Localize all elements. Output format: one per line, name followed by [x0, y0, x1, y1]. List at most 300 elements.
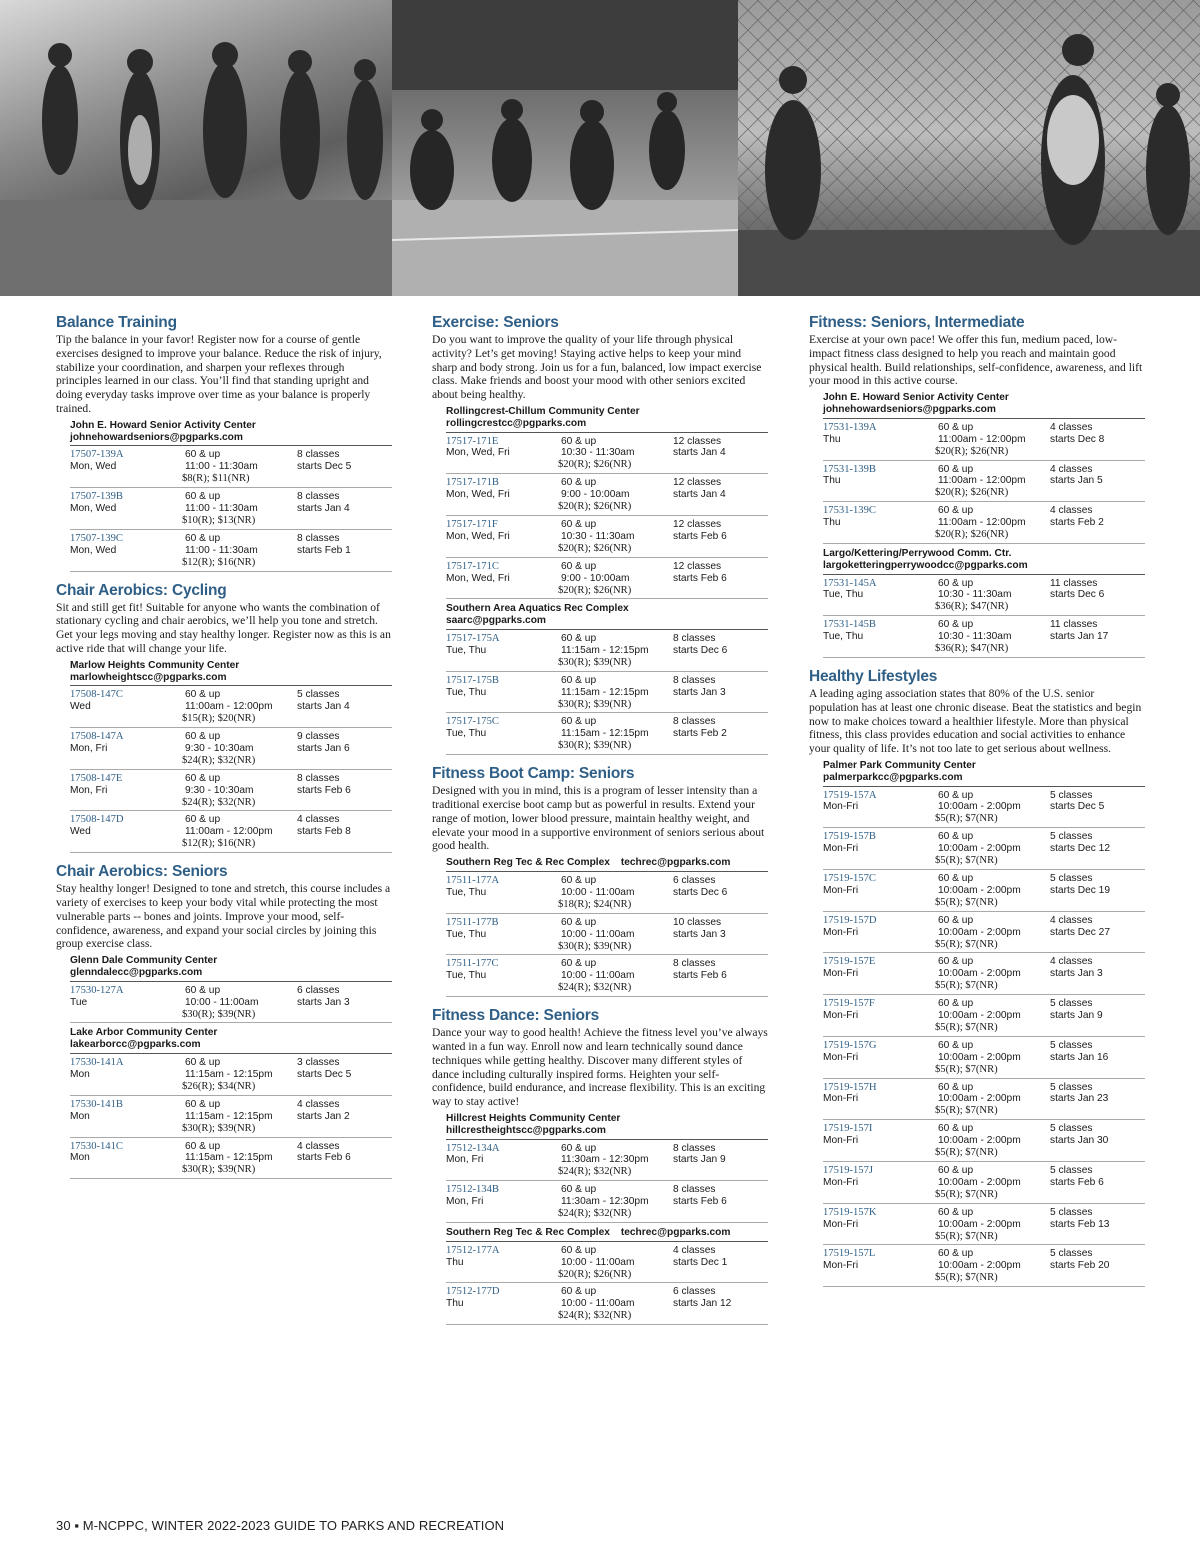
class-time: 11:15am - 12:15pm [185, 1068, 273, 1080]
class-fees: $18(R); $24(NR) [558, 898, 632, 910]
start-date: starts Feb 6 [673, 970, 727, 982]
age-range: 60 & up [561, 1244, 597, 1256]
location-header [446, 1113, 768, 1140]
class-code[interactable]: 17508-147D [70, 814, 124, 826]
class-time: 10:00am - 2:00pm [938, 926, 1021, 938]
class-row [446, 955, 768, 997]
class-row [446, 433, 768, 475]
location-name: John E. Howard Senior Activity Center [70, 419, 256, 431]
start-date: starts Jan 4 [673, 447, 726, 459]
location-name: Hillcrest Heights Community Center [446, 1112, 621, 1124]
location-header [823, 392, 1145, 419]
class-fees: $20(R); $26(NR) [558, 1268, 632, 1280]
class-days: Mon-Fri [823, 1218, 859, 1230]
location-email[interactable]: rollingcrestcc@pgparks.com [446, 417, 587, 429]
class-row [823, 419, 1145, 461]
class-days: Thu [823, 475, 841, 487]
class-code[interactable]: 17517-175A [446, 633, 500, 645]
section-title: Healthy Lifestyles [809, 667, 938, 685]
class-code[interactable]: 17507-139C [70, 532, 123, 544]
age-range: 60 & up [561, 560, 597, 572]
class-code[interactable]: 17519-157H [823, 1081, 877, 1093]
class-fees: $20(R); $26(NR) [558, 459, 632, 471]
class-count: 9 classes [297, 731, 340, 743]
photo-outdoor-balance-class [0, 0, 392, 296]
class-days: Thu [446, 1298, 464, 1310]
start-date: starts Feb 6 [297, 784, 351, 796]
location-email[interactable]: techrec@pgparks.com [620, 1226, 731, 1238]
age-range: 60 & up [561, 958, 597, 970]
start-date: starts Dec 6 [673, 886, 728, 898]
class-days: Mon, Wed [70, 503, 117, 514]
class-row [823, 1120, 1145, 1162]
class-table [446, 433, 768, 600]
class-fees: $8(R); $11(NR) [182, 473, 250, 485]
start-date: starts Feb 1 [297, 544, 351, 556]
class-fees: $5(R); $7(NR) [935, 1063, 998, 1075]
age-range: 60 & up [185, 731, 221, 743]
class-days: Tue, Thu [446, 928, 487, 940]
class-time: 10:00 - 11:00am [561, 1298, 635, 1310]
class-count: 8 classes [297, 772, 340, 784]
class-code[interactable]: 17530-141A [70, 1057, 124, 1069]
class-row [823, 1162, 1145, 1204]
class-code[interactable]: 17531-145A [823, 577, 877, 589]
class-fees: $30(R); $39(NR) [558, 940, 632, 952]
start-date: starts Jan 3 [297, 996, 350, 1008]
class-fees: $30(R); $39(NR) [182, 1008, 256, 1020]
class-row [70, 1054, 392, 1096]
class-row [823, 1204, 1145, 1246]
class-count: 5 classes [1050, 998, 1093, 1010]
class-row [823, 787, 1145, 829]
program-section [432, 765, 768, 997]
section-description: Designed with you in mind, this is a program of lesser intensity than a traditional exercise boot camp but as powerful in results. Extend your range of motion, lower blood pressure, maintain healthy weight, and elevate your mood in a supportive environment of seniors serious about good health. [432, 784, 765, 853]
class-count: 4 classes [297, 1140, 340, 1152]
class-code[interactable]: 17519-157C [823, 872, 876, 884]
class-days: Mon, Wed [70, 544, 117, 556]
location-email[interactable]: hillcrestheightscc@pgparks.com [446, 1124, 606, 1136]
age-range: 60 & up [561, 1184, 597, 1196]
class-time: 10:00 - 11:00am [185, 996, 259, 1008]
start-date: starts Dec 5 [297, 1068, 352, 1080]
class-days: Tue, Thu [823, 589, 864, 601]
class-time: 10:00am - 2:00pm [938, 1051, 1021, 1063]
class-fees: $30(R); $39(NR) [558, 740, 632, 752]
location-email[interactable]: palmerparkcc@pgparks.com [823, 771, 963, 783]
class-days: Thu [823, 517, 841, 529]
class-fees: $20(R); $26(NR) [558, 584, 632, 596]
class-fees: $20(R); $26(NR) [935, 529, 1009, 541]
class-fees: $36(R); $47(NR) [935, 643, 1009, 655]
class-fees: $15(R); $20(NR) [182, 713, 256, 725]
class-code[interactable]: 17531-139C [823, 505, 876, 517]
start-date: starts Jan 3 [1050, 968, 1103, 980]
class-fees: $5(R); $7(NR) [935, 938, 998, 950]
start-date: starts Feb 6 [673, 1196, 727, 1208]
section-description: Stay healthy longer! Designed to tone and stretch, this course includes a variety of exercises to keep your body vital while protecting the most vulnerable parts -- bones and joints. Improve your mood, self-confidence, awareness, and expand your social circles by joining this group exercise class. [56, 882, 391, 951]
class-count: 8 classes [673, 958, 716, 970]
start-date: starts Feb 8 [297, 826, 351, 838]
class-code[interactable]: 17531-145B [823, 619, 876, 631]
class-row [823, 953, 1145, 995]
start-date: starts Jan 9 [1050, 1010, 1103, 1022]
start-date: starts Feb 6 [297, 1152, 351, 1164]
location-header [446, 1227, 768, 1242]
age-range: 60 & up [561, 435, 597, 447]
location-block [809, 392, 1145, 544]
class-row [70, 686, 392, 728]
class-code[interactable]: 17530-127A [70, 984, 124, 996]
age-range: 60 & up [185, 449, 221, 461]
class-code[interactable]: 17519-157G [823, 1039, 877, 1051]
class-time: 10:00am - 2:00pm [938, 1093, 1021, 1105]
class-code[interactable]: 17517-175C [446, 716, 499, 728]
class-code[interactable]: 17519-157J [823, 1165, 874, 1177]
class-code[interactable]: 17512-177A [446, 1244, 500, 1256]
class-days: Tue, Thu [446, 886, 487, 898]
class-time: 11:00 - 11:30am [185, 461, 258, 473]
class-days: Mon-Fri [823, 884, 859, 896]
location-block [432, 603, 768, 755]
start-date: starts Feb 13 [1050, 1218, 1110, 1230]
class-count: 8 classes [297, 532, 340, 544]
age-range: 60 & up [561, 716, 597, 728]
location-name: Southern Reg Tec & Rec Complex [446, 857, 610, 869]
class-time: 11:00am - 12:00pm [938, 517, 1026, 529]
location-header [823, 548, 1145, 575]
age-range: 60 & up [185, 984, 221, 996]
age-range: 60 & up [185, 491, 221, 503]
class-days: Mon, Wed [70, 461, 117, 473]
column-1 [56, 314, 392, 1179]
class-count: 5 classes [1050, 1081, 1093, 1093]
class-code[interactable]: 17512-134A [446, 1142, 500, 1154]
age-range: 60 & up [938, 505, 974, 517]
class-count: 12 classes [673, 560, 722, 572]
class-code[interactable]: 17519-157F [823, 998, 875, 1010]
class-row [446, 558, 768, 600]
class-count: 8 classes [673, 716, 716, 728]
class-days: Tue, Thu [446, 970, 487, 982]
class-days: Mon, Fri [70, 784, 108, 796]
start-date: starts Dec 1 [673, 1256, 728, 1268]
location-list [809, 392, 1145, 658]
class-row [446, 672, 768, 714]
class-time: 11:15am - 12:15pm [561, 686, 649, 698]
class-code[interactable]: 17507-139B [70, 491, 123, 503]
start-date: starts Jan 23 [1050, 1093, 1109, 1105]
class-time: 10:00 - 11:00am [561, 928, 635, 940]
class-row [823, 828, 1145, 870]
class-row [70, 1096, 392, 1138]
class-time: 10:00 - 11:00am [561, 970, 635, 982]
section-description: Do you want to improve the quality of your life through physical activity? Let’s get moving! Staying active helps to keep your mind sharp and body strong. Join us for a fun, balanced, low impact exercise class. Make friends and boost your mood with other seniors excited about being healthy. [432, 333, 762, 402]
class-code[interactable]: 17531-139A [823, 421, 877, 433]
class-days: Tue, Thu [446, 728, 487, 740]
class-table [446, 630, 768, 755]
start-date: starts Jan 4 [297, 503, 350, 514]
class-code[interactable]: 17508-147C [70, 689, 123, 701]
class-row [446, 1242, 768, 1284]
location-email[interactable]: johnehowardseniors@pgparks.com [70, 431, 243, 443]
class-fees: $5(R); $7(NR) [935, 1230, 998, 1242]
location-name: Southern Area Aquatics Rec Complex [446, 603, 629, 615]
class-count: 4 classes [1050, 421, 1093, 433]
age-range: 60 & up [561, 633, 597, 645]
class-code[interactable]: 17519-157K [823, 1206, 877, 1218]
class-time: 10:00am - 2:00pm [938, 884, 1021, 896]
class-code[interactable]: 17517-171C [446, 560, 499, 572]
class-row [70, 1138, 392, 1180]
class-time: 10:30 - 11:30am [938, 589, 1012, 601]
class-code[interactable]: 17508-147E [70, 772, 123, 784]
age-range: 60 & up [561, 674, 597, 686]
class-count: 8 classes [673, 1142, 716, 1154]
class-table [823, 419, 1145, 544]
class-row [446, 630, 768, 672]
class-code[interactable]: 17512-134B [446, 1184, 499, 1196]
class-row [823, 1245, 1145, 1287]
class-fees: $20(R); $26(NR) [558, 542, 632, 554]
location-list [432, 406, 768, 755]
location-email[interactable]: lakearborcc@pgparks.com [70, 1039, 201, 1051]
location-email[interactable]: johnehowardseniors@pgparks.com [823, 403, 996, 415]
program-section [809, 668, 1145, 1287]
class-time: 10:00 - 11:00am [561, 1256, 635, 1268]
class-count: 5 classes [1050, 872, 1093, 884]
location-name: Marlow Heights Community Center [70, 659, 240, 671]
location-header [446, 603, 768, 630]
class-count: 11 classes [1050, 577, 1098, 589]
class-days: Mon [70, 1110, 90, 1122]
age-range: 60 & up [185, 1057, 221, 1069]
class-time: 11:00am - 12:00pm [938, 475, 1026, 487]
section-title: Fitness Boot Camp: Seniors [432, 765, 635, 783]
class-code[interactable]: 17507-139A [70, 449, 124, 461]
class-table [70, 982, 392, 1024]
section-title: Exercise: Seniors [432, 314, 559, 331]
start-date: starts Dec 8 [1050, 433, 1105, 445]
age-range: 60 & up [938, 1206, 974, 1218]
class-time: 11:00am - 12:00pm [185, 701, 273, 713]
class-code[interactable]: 17511-177A [446, 874, 500, 886]
location-block [432, 406, 768, 599]
section-title: Fitness Dance: Seniors [432, 1007, 600, 1025]
class-row [823, 502, 1145, 544]
age-range: 60 & up [938, 1248, 974, 1260]
location-header [446, 857, 768, 872]
location-header [446, 406, 768, 433]
location-name: Largo/Kettering/Perrywood Comm. Ctr. [823, 547, 1012, 559]
age-range: 60 & up [561, 874, 597, 886]
class-count: 10 classes [673, 916, 722, 928]
class-count: 4 classes [1050, 463, 1093, 475]
class-fees: $24(R); $32(NR) [182, 796, 256, 808]
class-code[interactable]: 17519-157B [823, 831, 876, 843]
class-code[interactable]: 17508-147A [70, 731, 124, 743]
class-count: 5 classes [1050, 1206, 1093, 1218]
class-fees: $5(R); $7(NR) [935, 813, 998, 825]
class-time: 11:30am - 12:30pm [561, 1154, 649, 1166]
class-row [70, 982, 392, 1024]
class-count: 12 classes [673, 477, 722, 489]
location-name: Glenn Dale Community Center [70, 955, 218, 967]
start-date: starts Jan 30 [1050, 1135, 1109, 1147]
class-code[interactable]: 17531-139B [823, 463, 876, 475]
age-range: 60 & up [938, 789, 974, 801]
class-count: 6 classes [673, 874, 716, 886]
location-header [70, 955, 392, 982]
class-time: 11:15am - 12:15pm [185, 1110, 273, 1122]
start-date: starts Jan 4 [297, 701, 350, 713]
class-code[interactable]: 17517-175B [446, 674, 499, 686]
age-range: 60 & up [185, 689, 221, 701]
program-section [56, 863, 392, 1179]
class-code[interactable]: 17519-157I [823, 1123, 873, 1135]
age-range: 60 & up [938, 421, 974, 433]
start-date: starts Jan 5 [1050, 475, 1103, 487]
class-time: 9:30 - 10:30am [185, 742, 254, 754]
location-email[interactable]: largoketteringperrywoodcc@pgparks.com [823, 559, 1028, 571]
class-time: 11:15am - 12:15pm [561, 728, 649, 740]
class-time: 10:00am - 2:00pm [938, 968, 1021, 980]
class-table [446, 1140, 768, 1223]
location-email[interactable]: techrec@pgparks.com [620, 857, 731, 869]
class-row [823, 1037, 1145, 1079]
class-days: Mon, Fri [446, 1154, 484, 1166]
class-days: Mon-Fri [823, 843, 859, 855]
class-row [823, 1079, 1145, 1121]
class-fees: $10(R); $13(NR) [182, 514, 256, 526]
class-row [446, 1283, 768, 1325]
class-code[interactable]: 17519-157A [823, 789, 877, 801]
start-date: starts Feb 20 [1050, 1260, 1110, 1272]
class-code[interactable]: 17519-157L [823, 1248, 876, 1260]
location-name: John E. Howard Senior Activity Center [823, 392, 1009, 404]
class-count: 5 classes [297, 689, 340, 701]
class-days: Tue, Thu [446, 686, 487, 698]
age-range: 60 & up [938, 1123, 974, 1135]
location-list [432, 1113, 768, 1325]
program-section [432, 1007, 768, 1325]
class-code[interactable]: 17517-171B [446, 477, 499, 489]
class-days: Mon-Fri [823, 1010, 859, 1022]
section-description: Dance your way to good health! Achieve the fitness level you’ve always wanted in a fun way. Enroll now and learn technically sound dance techniques while getting healthy. Discover many different styles of dance including culturally inspired forms. Heighten your self-confidence, build endurance, and increase flexibility. This is an exciting way to stay active! [432, 1026, 768, 1109]
class-table [70, 686, 392, 853]
class-fees: $30(R); $39(NR) [558, 656, 632, 668]
class-fees: $5(R); $7(NR) [935, 1105, 998, 1117]
class-code[interactable]: 17530-141B [70, 1098, 123, 1110]
start-date: starts Dec 27 [1050, 926, 1111, 938]
class-time: 10:00am - 2:00pm [938, 1260, 1021, 1272]
class-count: 8 classes [297, 449, 340, 461]
class-fees: $20(R); $26(NR) [935, 487, 1009, 499]
class-count: 8 classes [673, 674, 716, 686]
start-date: starts Jan 3 [673, 928, 726, 940]
start-date: starts Dec 6 [673, 644, 728, 656]
section-title: Balance Training [56, 314, 177, 331]
column-2 [432, 314, 768, 1325]
class-row [70, 446, 392, 488]
class-time: 10:00am - 2:00pm [938, 1176, 1021, 1188]
class-code[interactable]: 17517-171F [446, 519, 498, 531]
location-header [823, 760, 1145, 787]
class-fees: $30(R); $39(NR) [182, 1122, 256, 1134]
location-block [432, 1113, 768, 1223]
class-fees: $5(R); $7(NR) [935, 1188, 998, 1200]
location-block [432, 857, 768, 997]
class-row [70, 811, 392, 853]
age-range: 60 & up [938, 831, 974, 843]
class-code[interactable]: 17517-171E [446, 435, 499, 447]
class-time: 10:30 - 11:30am [938, 631, 1012, 643]
age-range: 60 & up [938, 577, 974, 589]
start-date: starts Jan 17 [1050, 631, 1109, 643]
class-code[interactable]: 17519-157E [823, 956, 876, 968]
class-time: 10:00am - 2:00pm [938, 843, 1021, 855]
start-date: starts Feb 2 [673, 728, 727, 740]
class-fees: $12(R); $16(NR) [182, 556, 256, 568]
class-count: 8 classes [673, 1184, 716, 1196]
class-row [446, 1181, 768, 1223]
class-row [823, 575, 1145, 617]
class-count: 11 classes [1050, 619, 1098, 631]
class-code[interactable]: 17512-177D [446, 1286, 500, 1298]
class-time: 10:30 - 11:30am [561, 447, 635, 459]
location-list [809, 760, 1145, 1287]
age-range: 60 & up [938, 619, 974, 631]
class-code[interactable]: 17530-141C [70, 1140, 123, 1152]
class-code[interactable]: 17511-177B [446, 916, 499, 928]
class-time: 9:30 - 10:30am [185, 784, 254, 796]
class-code[interactable]: 17519-157D [823, 914, 877, 926]
class-table [446, 1242, 768, 1325]
location-email[interactable]: marlowheightscc@pgparks.com [70, 671, 227, 683]
class-count: 12 classes [673, 519, 722, 531]
class-fees: $30(R); $39(NR) [558, 698, 632, 710]
section-title: Chair Aerobics: Seniors [56, 863, 228, 881]
age-range: 60 & up [938, 1039, 974, 1051]
class-time: 10:00am - 2:00pm [938, 801, 1021, 813]
class-code[interactable]: 17511-177C [446, 958, 499, 970]
section-title: Chair Aerobics: Cycling [56, 581, 227, 599]
class-fees: $24(R); $32(NR) [558, 982, 632, 994]
class-days: Mon, Wed, Fri [446, 489, 510, 501]
class-count: 4 classes [1050, 505, 1093, 517]
class-days: Tue, Thu [446, 644, 487, 656]
class-time: 11:15am - 12:15pm [185, 1152, 273, 1164]
class-fees: $5(R); $7(NR) [935, 980, 998, 992]
class-row [823, 912, 1145, 954]
class-row [70, 770, 392, 812]
class-count: 5 classes [1050, 1039, 1093, 1051]
location-email[interactable]: glenndalecc@pgparks.com [70, 966, 203, 978]
class-time: 10:00am - 2:00pm [938, 1010, 1021, 1022]
location-email[interactable]: saarc@pgparks.com [446, 615, 546, 627]
location-header [70, 660, 392, 687]
class-count: 8 classes [297, 491, 340, 503]
class-count: 4 classes [297, 1098, 340, 1110]
age-range: 60 & up [185, 814, 221, 826]
class-count: 6 classes [673, 1286, 716, 1298]
page-footer: 30 ▪ M-NCPPC, WINTER 2022-2023 GUIDE TO PARKS AND RECREATION [56, 1518, 505, 1533]
location-block [56, 420, 392, 572]
class-days: Thu [823, 433, 841, 445]
age-range: 60 & up [938, 872, 974, 884]
class-table [823, 787, 1145, 1288]
class-time: 11:00 - 11:30am [185, 544, 258, 556]
